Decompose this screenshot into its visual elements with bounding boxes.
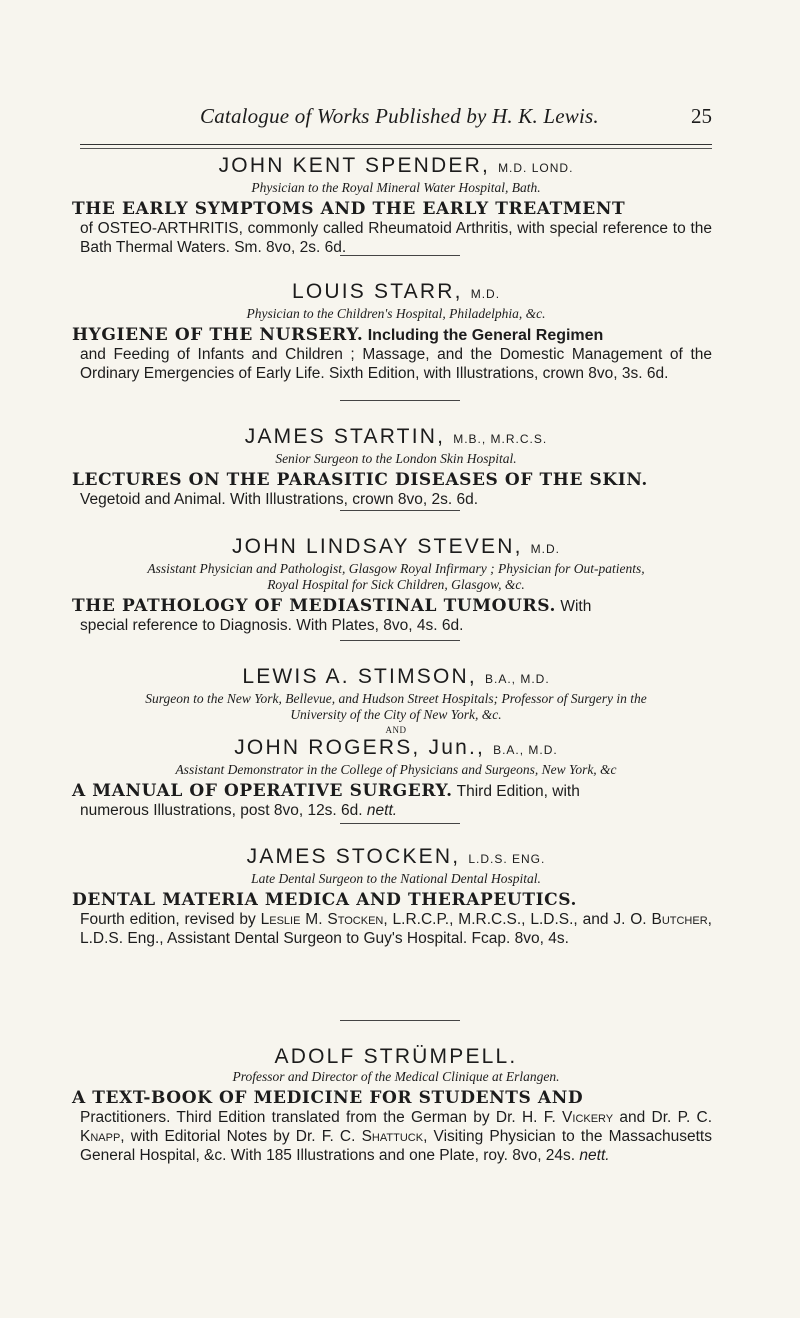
and-conjunction: AND	[385, 725, 407, 735]
author-degree: B.A., M.D.	[493, 743, 558, 757]
author-name: JOHN KENT SPENDER, M.D. LOND.	[218, 154, 574, 177]
divider	[340, 823, 460, 824]
author-name: LEWIS A. STIMSON, B.A., M.D.	[242, 665, 550, 688]
divider	[340, 510, 460, 511]
book-title: THE PATHOLOGY OF MEDIASTINAL TUMOURS.	[72, 596, 557, 616]
catalogue-entry	[72, 535, 712, 635]
author-affiliation: Surgeon to the New York, Bellevue, and Hudson Street Hospitals; Professor of Surgery in the	[145, 691, 647, 706]
author-degree: M.B., M.R.C.S.	[453, 432, 548, 446]
author-affiliation: Assistant Physician and Pathologist, Glasgow Royal Infirmary ; Physician for Out-patients,	[147, 561, 645, 576]
divider	[340, 640, 460, 641]
running-title: Catalogue of Works Published by H. K. Lewis.	[200, 104, 599, 128]
page-number: 25	[691, 104, 712, 128]
entry-text: A MANUAL OF OPERATIVE SURGERY. Third Edition, with numerous Illustrations, post 8vo, 12s. 6d. nett.	[72, 781, 580, 819]
author-affiliation: Physician to the Royal Mineral Water Hospital, Bath.	[251, 180, 541, 195]
author-affiliation: Late Dental Surgeon to the National Dental Hospital.	[251, 871, 541, 886]
entry-text: THE EARLY SYMPTOMS AND THE EARLY TREATMENT of OSTEO-ARTHRITIS, commonly called Rheumatoid Arthritis, with special reference to the Bath Thermal Waters. Sm. 8vo, 2s. 6d.	[72, 199, 712, 256]
author-affiliation: University of the City of New York, &c.	[290, 707, 502, 722]
author-affiliation: Professor and Director of the Medical Clinique at Erlangen.	[232, 1069, 560, 1084]
author-degree: M.D.	[530, 542, 560, 556]
entry-text: DENTAL MATERIA MEDICA AND THERAPEUTICS. Fourth edition, revised by Leslie M. Stocken, L.R.C.P., M.R.C.S., L.D.S., and J. O. Butcher, L.D.S. Eng., Assistant Dental Surgeon to Guy's Hospital. Fcap. 8vo, 4s.	[72, 890, 712, 947]
author-affiliation: Royal Hospital for Sick Children, Glasgow, &c.	[267, 577, 525, 592]
author-name: ADOLF STRÜMPELL.	[274, 1045, 518, 1068]
book-title: HYGIENE OF THE NURSERY.	[72, 325, 364, 345]
book-title: LECTURES ON THE PARASITIC DISEASES OF THE SKIN.	[72, 470, 648, 490]
divider	[340, 1020, 460, 1021]
author-degree: M.D. LOND.	[498, 161, 574, 175]
book-title: THE EARLY SYMPTOMS AND THE EARLY TREATMENT	[72, 199, 626, 219]
divider	[340, 400, 460, 401]
catalogue-entry	[72, 665, 712, 820]
author-name: JAMES STARTIN, M.B., M.R.C.S.	[244, 425, 548, 448]
catalogue-entry	[72, 280, 712, 383]
author-affiliation: Physician to the Children's Hospital, Philadelphia, &c.	[246, 306, 546, 321]
author-affiliation: Senior Surgeon to the London Skin Hospital.	[275, 451, 517, 466]
catalogue-entry	[72, 845, 712, 948]
entry-text: THE PATHOLOGY OF MEDIASTINAL TUMOURS. With special reference to Diagnosis. With Plates, 8vo, 4s. 6d.	[72, 596, 592, 634]
catalogue-entry	[72, 1045, 713, 1165]
divider	[340, 255, 460, 256]
author-name: JAMES STOCKEN, L.D.S. ENG.	[246, 845, 546, 868]
author-degree: B.A., M.D.	[484, 672, 550, 686]
entry-text: HYGIENE OF THE NURSERY. Including the General Regimen and Feeding of Infants and Children ; Massage, and the Domestic Management of the Ordinary Emergencies of Early Life. Sixth Edition, with Illustrations, crown 8vo, 3s. 6d.	[72, 325, 712, 382]
catalogue-entry	[72, 425, 712, 509]
book-title: A MANUAL OF OPERATIVE SURGERY.	[72, 781, 453, 801]
entry-text: A TEXT-BOOK OF MEDICINE FOR STUDENTS AND Practitioners. Third Edition translated from the German by Dr. H. F. Vickery and Dr. P. C. Knapp, with Editorial Notes by Dr. F. C. Shattuck, Visiting Physician to the Massachusetts General Hospital, &c. With 185 Illustrations and one Plate, roy. 8vo, 24s. nett.	[72, 1088, 713, 1164]
second-author-name: JOHN ROGERS, Jun., B.A., M.D.	[234, 736, 558, 759]
author-degree: L.D.S. ENG.	[468, 852, 546, 866]
author-name: JOHN LINDSAY STEVEN, M.D.	[231, 535, 560, 558]
catalogue-entry	[72, 154, 712, 257]
book-title: A TEXT-BOOK OF MEDICINE FOR STUDENTS AND	[72, 1088, 584, 1108]
author-affiliation: Assistant Demonstrator in the College of Physicians and Surgeons, New York, &c	[175, 762, 617, 777]
header-rule-thin	[80, 148, 712, 149]
author-degree: M.D.	[470, 287, 501, 301]
page-header	[200, 104, 712, 134]
entry-text: LECTURES ON THE PARASITIC DISEASES OF THE SKIN. Vegetoid and Animal. With Illustrations, crown 8vo, 2s. 6d.	[72, 470, 648, 508]
header-rule	[80, 144, 712, 145]
author-name: LOUIS STARR, M.D.	[291, 280, 501, 303]
book-title: DENTAL MATERIA MEDICA AND THERAPEUTICS.	[72, 890, 578, 910]
